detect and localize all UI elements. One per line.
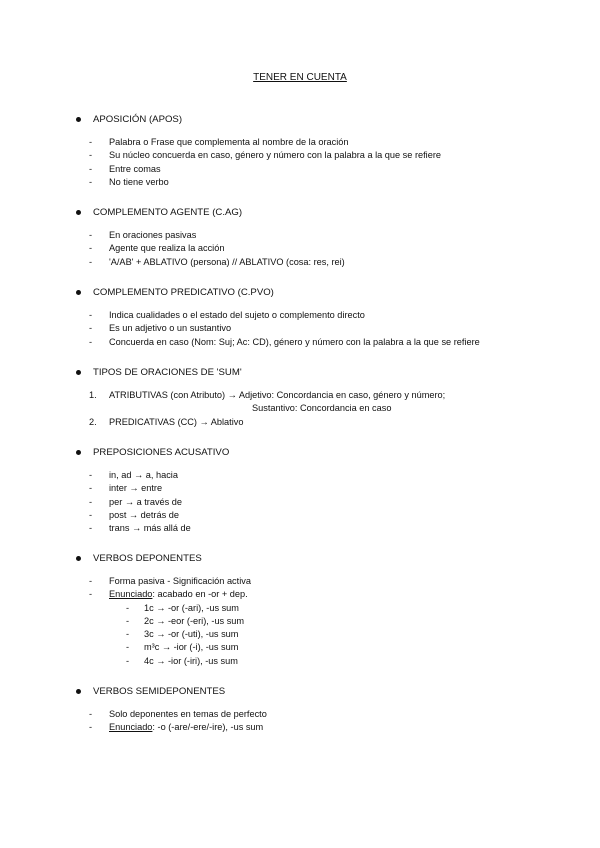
section-aposicion [76,113,441,189]
bullet-icon [76,210,81,215]
sub-list-item [126,602,251,615]
dash-marker: - [89,310,93,320]
item-text: 'A/AB' + ABLATIVO (persona) // ABLATIVO (cosa: res, rei) [109,256,345,267]
item-text: 2c → -eor (-eri), -us sum [144,615,245,626]
heading-text: TIPOS DE ORACIONES DE 'SUM' [93,366,242,378]
bullet-icon [76,370,81,375]
enunciado-label: Enunciado [109,589,153,600]
list-item [89,229,345,242]
item-list [89,309,480,349]
list-item [89,482,229,495]
list-item [89,149,441,162]
item-text: Agente que realiza la acción [109,243,225,254]
item-text: in, ad → a, hacia [109,470,178,480]
dash-marker: - [89,336,93,347]
numbered-item [89,389,445,402]
list-item [89,336,480,349]
bullet-icon [76,117,81,122]
bullet-icon [76,556,81,561]
dash-marker: - [126,642,130,653]
item-text: Palabra o Frase que complementa al nombre de la oración [109,137,349,147]
item-text: Sustantivo: Concordancia en caso [252,403,392,414]
section-verbos-semideponentes [76,685,267,735]
dash-marker: - [89,722,93,733]
dash-marker: - [89,256,93,267]
item-text: 4c → -ior (-iri), -us sum [144,655,238,666]
numbered-list [89,389,445,429]
list-item [89,469,229,482]
bullet-icon [76,450,81,455]
list-item [89,176,441,189]
dash-marker: - [126,602,130,613]
bullet-icon [76,689,81,694]
section-complemento-predicativo [76,286,480,349]
list-item [89,322,480,335]
dash-marker: - [89,137,93,147]
item-text: Solo deponentes en temas de perfecto [109,709,267,719]
item-text: Es un adjetivo o un sustantivo [109,323,232,334]
dash-marker: - [89,483,93,494]
item-list [89,469,229,535]
section-heading [76,552,251,564]
item-text: post → detrás de [109,509,179,520]
heading-text: APOSICIÓN (APOS) [93,113,183,125]
list-item [89,509,229,522]
item-text: Su núcleo concuerda en caso, género y número con la palabra a la que se refiere [109,150,441,161]
dash-marker: - [89,150,93,161]
list-item [89,136,441,149]
item-text: 1c → -or (-ari), -us sum [144,602,239,613]
item-list [89,136,441,189]
enunciado-text: : acabado en -or + dep. [152,589,248,600]
dash-marker: - [126,655,130,666]
section-heading [76,286,480,298]
list-item [89,163,441,176]
section-preposiciones-acusativo [76,446,229,535]
heading-text: COMPLEMENTO AGENTE (C.AG) [93,206,243,218]
section-heading [76,446,229,458]
item-list [89,708,267,735]
sub-list-item [126,641,251,654]
item-text: PREDICATIVAS (CC) → Ablativo [109,416,244,427]
numbered-item [89,416,445,429]
item-text: ATRIBUTIVAS (con Atributo) → Adjetivo: Concordancia en caso, género y número; [109,390,446,400]
item-number: 1. [89,390,97,400]
item-number: 2. [89,416,97,427]
numbered-item-continuation [89,402,445,415]
item-list [89,229,345,269]
dash-marker: - [126,615,130,626]
list-item [89,708,267,721]
sub-item-list [126,602,251,668]
list-item [89,522,229,535]
item-text: 3c → -or (-uti), -us sum [144,629,239,640]
dash-marker: - [89,509,93,520]
list-item [89,242,345,255]
heading-text: VERBOS DEPONENTES [93,552,202,564]
item-text: inter → entre [109,483,163,494]
dash-marker: - [89,163,93,174]
item-text: trans → más allá de [109,523,191,534]
dash-marker: - [89,323,93,334]
section-complemento-agente [76,206,345,269]
enunciado-label: Enunciado [109,722,153,733]
dash-marker: - [89,176,93,187]
enunciado-text: : -o (-are/-ere/-ire), -us sum [152,722,264,733]
dash-marker: - [89,470,93,480]
dash-marker: - [89,709,93,719]
item-text: per → a través de [109,496,183,507]
item-text: Entre comas [109,163,161,174]
item-text: Indica cualidades o el estado del sujeto o complemento directo [109,310,365,320]
heading-text: COMPLEMENTO PREDICATIVO (C.PVO) [93,286,274,298]
heading-text: PREPOSICIONES ACUSATIVO [93,446,230,458]
item-text: En oraciones pasivas [109,230,197,240]
section-heading [76,113,441,125]
dash-marker: - [89,230,93,240]
sub-list-item [126,628,251,641]
item-text: No tiene verbo [109,176,169,187]
dash-marker: - [89,523,93,534]
list-item [89,256,345,269]
section-heading [76,206,345,218]
item-text: Concuerda en caso (Nom: Suj; Ac: CD), género y número con la palabra a la que se refiere [109,336,480,347]
dash-marker: - [89,589,93,600]
section-verbos-deponentes [76,552,251,668]
list-item [89,588,251,601]
section-tipos-oraciones-sum [76,366,445,429]
list-item [89,721,267,734]
dash-marker: - [89,576,93,586]
heading-text: VERBOS SEMIDEPONENTES [93,685,226,697]
item-text: Forma pasiva - Significación activa [109,576,251,586]
item-text: m³c → -ior (-i), -us sum [144,642,239,653]
bullet-icon [76,290,81,295]
sub-list-item [126,615,251,628]
sub-list-item [126,655,251,668]
dash-marker: - [89,496,93,507]
section-heading [76,685,267,697]
section-heading [76,366,445,378]
list-item [89,309,480,322]
list-item [89,575,251,588]
dash-marker: - [89,243,93,254]
list-item [89,496,229,509]
item-list [89,575,251,602]
page-title: TENER EN CUENTA [253,72,347,83]
dash-marker: - [126,629,130,640]
